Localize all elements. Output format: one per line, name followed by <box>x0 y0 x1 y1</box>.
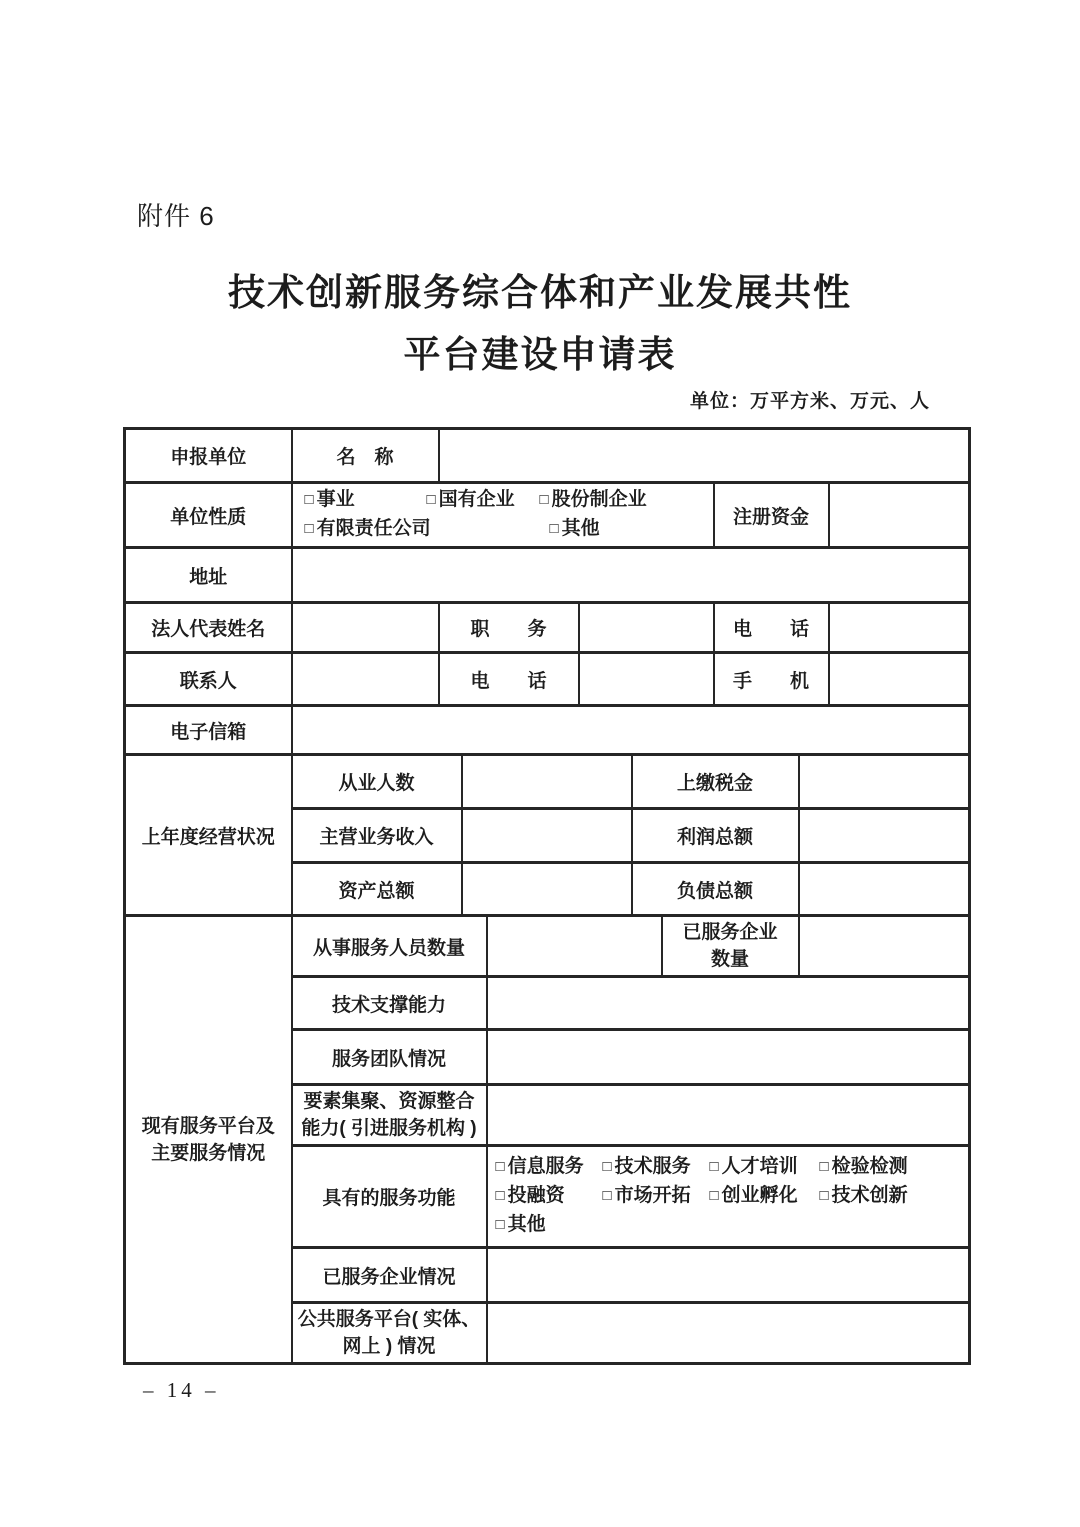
employees-value-cell <box>462 755 632 809</box>
total-assets-value-cell <box>462 863 632 916</box>
existing-platform-label-line1: 现有服务平台及 <box>141 1115 275 1137</box>
resource-integration-label <box>292 1085 487 1146</box>
tax-paid-value-cell <box>799 755 970 809</box>
service-functions-label: 具有的服务功能 <box>292 1146 487 1248</box>
resource-integration-label-line1: 要素集聚、资源整合 <box>303 1091 475 1112</box>
checkbox-option <box>305 515 550 544</box>
public-platform-label <box>292 1303 487 1364</box>
employees-label: 从业人数 <box>292 755 462 809</box>
checkbox-option <box>496 1211 603 1240</box>
public-platform-value-cell <box>487 1303 970 1364</box>
service-staff-count-value-cell <box>487 916 662 977</box>
checkbox-option <box>496 1182 603 1211</box>
email-label: 电子信箱 <box>125 706 292 755</box>
checkbox-label: 市场开拓 <box>614 1185 691 1206</box>
checkbox-option <box>550 518 600 539</box>
registered-capital-label: 注册资金 <box>714 483 829 548</box>
page-title <box>0 262 1080 386</box>
legal-rep-name-value-cell <box>292 603 439 653</box>
checkbox-label: 投融资 <box>507 1185 565 1206</box>
checkbox-option <box>496 1153 603 1182</box>
checkbox-option <box>710 1182 820 1211</box>
checkbox-icon: □ <box>304 491 314 508</box>
contact-phone-label: 电 话 <box>439 653 579 706</box>
resource-integration-value-cell <box>487 1085 970 1146</box>
service-team-label: 服务团队情况 <box>292 1030 487 1085</box>
application-form-table <box>123 427 971 1365</box>
address-value-cell <box>292 548 970 603</box>
existing-platform-label <box>125 916 292 1364</box>
checkbox-option <box>540 489 647 510</box>
checkbox-icon: □ <box>709 1158 719 1175</box>
address-label: 地址 <box>125 548 292 603</box>
checkbox-icon: □ <box>539 491 549 508</box>
served-companies-detail-label: 已服务企业情况 <box>292 1248 487 1303</box>
checkbox-label: 股份制企业 <box>551 489 647 510</box>
service-staff-count-label: 从事服务人员数量 <box>292 916 487 977</box>
tech-support-value-cell <box>487 977 970 1030</box>
contact-value-cell <box>292 653 439 706</box>
contact-mobile-label: 手 机 <box>714 653 829 706</box>
public-platform-label-line1: 公共服务平台( 实体、 <box>297 1309 481 1330</box>
tax-paid-label: 上缴税金 <box>632 755 799 809</box>
checkbox-icon: □ <box>602 1187 612 1204</box>
total-liabilities-value-cell <box>799 863 970 916</box>
checkbox-option <box>820 1153 967 1182</box>
applicant-unit-label: 申报单位 <box>125 429 292 483</box>
unit-note: 单位：万平方米、万元、人 <box>689 391 930 412</box>
checkbox-label: 技术创新 <box>831 1185 908 1206</box>
checkbox-icon: □ <box>819 1187 829 1204</box>
served-companies-detail-value-cell <box>487 1248 970 1303</box>
checkbox-option <box>820 1182 967 1211</box>
checkbox-label: 有限责任公司 <box>316 518 431 539</box>
checkbox-label: 人才培训 <box>721 1156 798 1177</box>
contact-mobile-value-cell <box>829 653 970 706</box>
checkbox-icon: □ <box>495 1187 505 1204</box>
checkbox-option <box>427 486 540 515</box>
checkbox-icon: □ <box>495 1216 505 1233</box>
last-year-operation-label: 上年度经营状况 <box>125 755 292 916</box>
total-liabilities-label: 负债总额 <box>632 863 799 916</box>
legal-rep-position-label: 职 务 <box>439 603 579 653</box>
service-functions-options-cell <box>487 1146 970 1248</box>
checkbox-icon: □ <box>304 520 314 537</box>
unit-nature-options-line2 <box>305 515 710 544</box>
served-companies-count-label-line1: 已服务企业 <box>682 922 778 943</box>
checkbox-label: 其他 <box>561 518 600 539</box>
checkbox-option <box>710 1153 820 1182</box>
unit-nature-options-line1 <box>305 486 710 515</box>
legal-rep-phone-label: 电 话 <box>714 603 829 653</box>
total-profit-value-cell <box>799 809 970 863</box>
registered-capital-value-cell <box>829 483 970 548</box>
page-title-line1: 技术创新服务综合体和产业发展共性 <box>228 272 852 313</box>
served-companies-count-label-line2: 数量 <box>710 949 749 970</box>
checkbox-label: 其他 <box>507 1214 546 1235</box>
page-title-line2: 平台建设申请表 <box>403 334 677 375</box>
total-assets-label: 资产总额 <box>292 863 462 916</box>
contact-phone-value-cell <box>579 653 714 706</box>
attachment-label: 附件 6 <box>137 201 215 231</box>
public-platform-label-line2: 网上 ) 情况 <box>342 1336 436 1357</box>
legal-rep-position-value-cell <box>579 603 714 653</box>
checkbox-label: 检验检测 <box>831 1156 908 1177</box>
checkbox-option <box>603 1153 710 1182</box>
page-number: – 14 – <box>143 1378 220 1402</box>
resource-integration-label-line2: 能力( 引进服务机构 ) <box>301 1118 477 1139</box>
service-functions-options <box>496 1153 967 1240</box>
email-value-cell <box>292 706 970 755</box>
checkbox-icon: □ <box>819 1158 829 1175</box>
main-revenue-value-cell <box>462 809 632 863</box>
checkbox-label: 事业 <box>316 489 355 510</box>
checkbox-label: 技术服务 <box>614 1156 691 1177</box>
service-team-value-cell <box>487 1030 970 1085</box>
checkbox-label: 信息服务 <box>507 1156 584 1177</box>
unit-nature-options-cell <box>292 483 714 548</box>
served-companies-count-value-cell <box>799 916 970 977</box>
checkbox-icon: □ <box>426 491 436 508</box>
total-profit-label: 利润总额 <box>632 809 799 863</box>
legal-rep-phone-value-cell <box>829 603 970 653</box>
main-revenue-label: 主营业务收入 <box>292 809 462 863</box>
tech-support-label: 技术支撑能力 <box>292 977 487 1030</box>
unit-nature-label: 单位性质 <box>125 483 292 548</box>
checkbox-label: 创业孵化 <box>721 1185 798 1206</box>
unit-name-value-cell <box>439 429 970 483</box>
existing-platform-label-line2: 主要服务情况 <box>151 1142 266 1164</box>
checkbox-label: 国有企业 <box>438 489 515 510</box>
checkbox-option <box>603 1182 710 1211</box>
checkbox-option <box>305 486 427 515</box>
checkbox-icon: □ <box>709 1187 719 1204</box>
legal-rep-name-label: 法人代表姓名 <box>125 603 292 653</box>
checkbox-icon: □ <box>495 1158 505 1175</box>
checkbox-icon: □ <box>602 1158 612 1175</box>
served-companies-count-label <box>662 916 799 977</box>
unit-name-label: 名 称 <box>292 429 439 483</box>
checkbox-icon: □ <box>549 520 559 537</box>
contact-label: 联系人 <box>125 653 292 706</box>
